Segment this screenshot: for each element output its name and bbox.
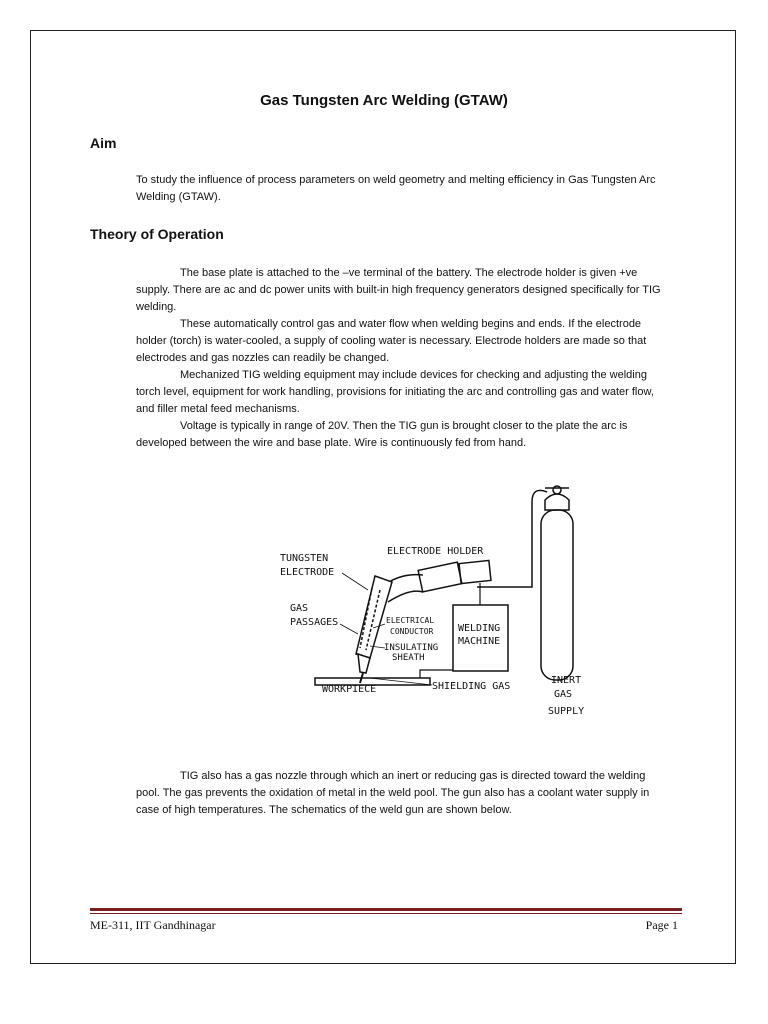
- label-tungsten: TUNGSTEN: [280, 553, 329, 564]
- theory-paragraph-3: Mechanized TIG welding equipment may include devices for checking and adjusting the welding torch level, equipment for work handling, provisions for initiating the arc and controlling gas and water flow, and filler metal feed mechanisms.: [136, 369, 654, 415]
- label-insulating: INSULATING: [384, 643, 439, 653]
- label-gas: GAS: [290, 603, 309, 614]
- theory-heading: Theory of Operation: [90, 226, 224, 242]
- label-shielding-gas: SHIELDING GAS: [432, 681, 511, 692]
- gas-cylinder: [541, 486, 573, 680]
- label-machine: MACHINE: [458, 636, 501, 647]
- label-electrical: ELECTRICAL: [386, 616, 435, 625]
- tig-welding-diagram: [260, 478, 610, 723]
- ground-cable: [420, 670, 453, 678]
- closing-paragraph: TIG also has a gas nozzle through which an inert or reducing gas is directed toward the welding pool. The gas prevents the oxidation of metal in the weld pool. The gun also has a coolant water supply in case of high temperatures. The schematics of the weld gun are shown below.: [136, 770, 650, 816]
- footer-rule-thin: [90, 913, 682, 914]
- page-title: Gas Tungsten Arc Welding (GTAW): [260, 92, 508, 109]
- label-conductor: CONDUCTOR: [390, 627, 434, 636]
- label-sheath: SHEATH: [392, 653, 425, 663]
- label-welding: WELDING: [458, 623, 501, 634]
- theory-paragraph-1: The base plate is attached to the –ve terminal of the battery. The electrode holder is given +ve supply. There are ac and dc power units with built-in high frequency generators designed specifically for TIG welding.: [136, 267, 661, 313]
- theory-paragraph-2: These automatically control gas and water flow when welding begins and ends. If the electrode holder (torch) is water-cooled, a supply of cooling water is necessary. Electrode holders are made so that electrodes and gas nozzles can readily be changed.: [136, 318, 647, 364]
- footer-page-number: Page 1: [645, 918, 678, 932]
- label-gas-supply-gas: GAS: [554, 689, 573, 700]
- footer-rule-thick: [90, 908, 682, 911]
- footer-course: ME-311, IIT Gandhinagar: [90, 918, 216, 932]
- gas-hose: [477, 490, 547, 587]
- torch-body: [356, 576, 392, 683]
- label-supply: SUPPLY: [548, 706, 585, 717]
- aim-text: To study the influence of process parameters on weld geometry and melting efficiency in Gas Tungsten Arc Welding (GTAW).: [136, 174, 656, 203]
- label-inert: INERT: [551, 675, 582, 686]
- label-workpiece: WORKPIECE: [322, 684, 377, 695]
- theory-paragraph-4: Voltage is typically in range of 20V. Then the TIG gun is brought closer to the plate the arc is developed between the wire and base plate. Wire is continuously fed from hand.: [136, 420, 628, 449]
- label-electrode-holder: ELECTRODE HOLDER: [387, 546, 484, 557]
- electrode-holder: [378, 560, 491, 602]
- label-electrode: ELECTRODE: [280, 567, 335, 578]
- label-passages: PASSAGES: [290, 617, 339, 628]
- aim-heading: Aim: [90, 135, 117, 151]
